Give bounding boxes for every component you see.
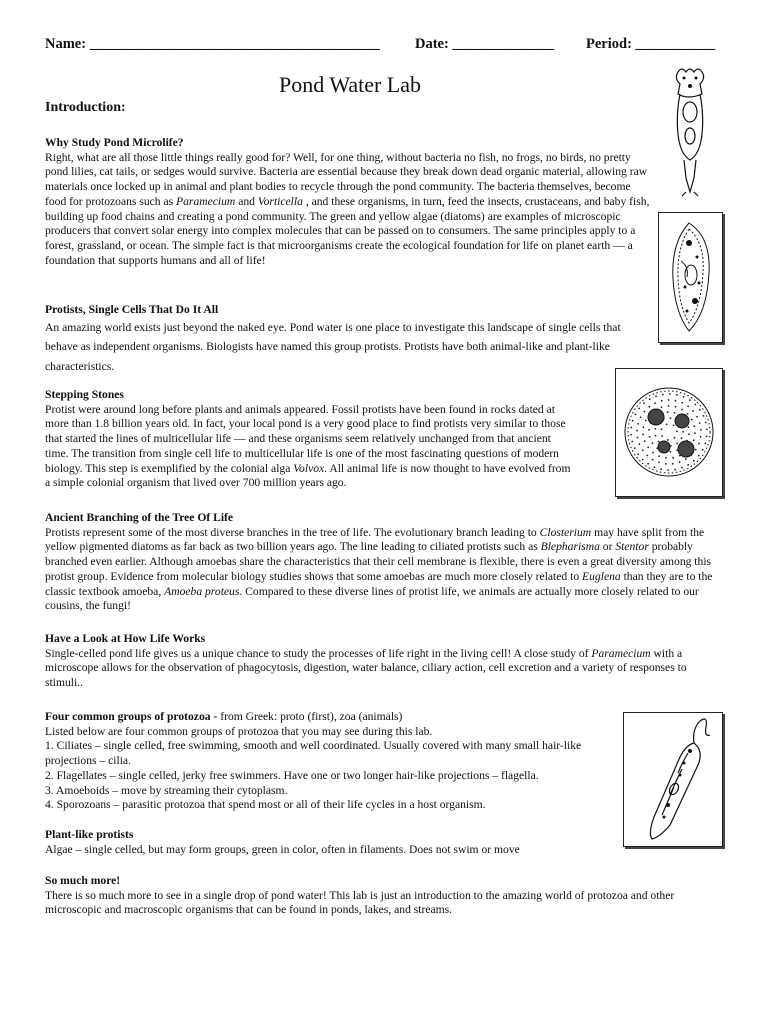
volvox-cell [642, 449, 644, 451]
volvox-cell [665, 457, 667, 459]
volvox-cell [675, 400, 677, 402]
volvox-cell [649, 436, 651, 438]
volvox-cell [705, 422, 707, 424]
volvox-cell [637, 453, 639, 455]
volvox-cell [693, 425, 695, 427]
section-protists [45, 303, 645, 376]
volvox-cell [670, 417, 672, 419]
section-heading: Stepping Stones [45, 388, 124, 401]
volvox-cell [658, 455, 660, 457]
volvox-cell [673, 425, 675, 427]
section-paragraph: Right, what are all those little things really good for? Well, for one thing, without bacteria no fish, no frogs, no birds, no pretty pond lilies, cat tails, or sedges would survive. Bacteria are essential because they break down dead organic material, allowing raw materials once locked up in animal and plant bodies to recycle through the pond community. The bacteria themselves, become food for protozoans such as Paramecium and Vorticella , and these organisms, in turn, feed the insects, crustaceans, and baby fish, building up food chains and creating a pond community. The green and yellow algae (diatoms) are examples of microscopic producers that convert solar energy into complex molecules that can be passed on to consumers. The same principles apply to a forest, grassland, or ocean. The simple fact is that microorganisms create the ecological foundation for life on planet earth — a foundation that supports humans and all of life! [45, 150, 650, 267]
volvox-cell [682, 431, 684, 433]
date-field[interactable]: Date: ______________ [415, 36, 554, 52]
volvox-cell [698, 455, 700, 457]
volvox-cell [648, 406, 650, 408]
volvox-cell [668, 399, 670, 401]
section-paragraph: There is so much more to see in a single drop of pond water! This lab is just an introduction to the amazing world of protozoa and other microscopic and macroscopic organisms that can be found in ponds, lakes, and streams. [45, 888, 675, 917]
volvox-cell [648, 429, 650, 431]
volvox-cell [642, 433, 644, 435]
volvox-cell [649, 398, 651, 400]
volvox-cell [676, 431, 678, 433]
section-heading: Protists, Single Cells That Do It All [45, 303, 219, 316]
rotifer-illustration [660, 62, 720, 198]
list-item: 2. Flagellates – single celled, jerky free swimmers. Have one or two longer hair-like projections – flagella. [45, 768, 539, 782]
volvox-cell [674, 437, 676, 439]
volvox-cell [667, 439, 669, 441]
section-heading: Four common groups of protozoa - from Greek: proto (first), zoa (animals) [45, 710, 403, 723]
volvox-cell [642, 459, 644, 461]
section-intro: Listed below are four common groups of protozoa that you may see during this lab. [45, 724, 433, 738]
volvox-cell [661, 406, 663, 408]
volvox-cell [685, 458, 687, 460]
volvox-cell [672, 457, 674, 459]
volvox-cell [681, 467, 683, 469]
volvox-cell [643, 402, 645, 404]
volvox-cell [674, 412, 676, 414]
volvox-cell [688, 433, 690, 435]
section-have-a-look [45, 632, 720, 691]
volvox-cell [683, 396, 685, 398]
volvox-cell [660, 468, 662, 470]
section-heading: Ancient Branching of the Tree Of Life [45, 511, 234, 524]
volvox-cell [636, 430, 638, 432]
volvox-cell [647, 447, 649, 449]
volvox-cell [645, 420, 647, 422]
volvox-cell [665, 463, 667, 465]
volvox-cell [667, 469, 669, 471]
page-title: Pond Water Lab [278, 72, 421, 97]
euglena-icon [624, 713, 722, 846]
section-paragraph: Algae – single celled, but may form groups, green in color, often in filaments. Does not swim or move [45, 842, 520, 856]
volvox-cell [632, 420, 634, 422]
list-item: 4. Sporozoans – parasitic protozoa that spend most or all of their life cycles in a host organism. [45, 798, 486, 812]
volvox-cell [700, 436, 702, 438]
volvox-cell [689, 399, 691, 401]
volvox-cell [700, 429, 702, 431]
volvox-cell [630, 427, 632, 429]
list-item: 3. Amoeboids – move by streaming their cytoplasm. [45, 783, 288, 797]
volvox-cell [640, 416, 642, 418]
volvox-cell [687, 413, 689, 415]
section-heading: Plant-like protists [45, 828, 134, 841]
section-heading: So much more! [45, 874, 121, 887]
volvox-cell [669, 393, 671, 395]
volvox-cell [679, 461, 681, 463]
rotifer-icon [660, 62, 720, 198]
volvox-cell [702, 449, 704, 451]
volvox-cell [687, 405, 689, 407]
section-stepping-stones [45, 388, 575, 491]
volvox-cell [699, 422, 701, 424]
volvox-cell [661, 400, 663, 402]
volvox-cell [631, 441, 633, 443]
name-field[interactable]: Name: ________________________________________ [45, 36, 380, 52]
volvox-cell [667, 411, 669, 413]
section-paragraph: Single-celled pond life gives us a unique chance to study the processes of life right in the living cell! A close study of Paramecium with a microscope allows for the observation of phagocytosis, digestion, water balance, ciliary action, cell excretion and a variety of responses to stimuli.. [45, 646, 687, 690]
section-why-study [45, 136, 653, 268]
section-paragraph: An amazing world exists just beyond the naked eye. Pond water is one place to investigate this landscape of single cells that behave as independent organisms. Biologists have named this group protists. Protists have both animal-like and plant-like characteristics. [45, 320, 621, 373]
volvox-cell [630, 434, 632, 436]
volvox-cell [706, 429, 708, 431]
volvox-cell [639, 443, 641, 445]
volvox-cell [637, 423, 639, 425]
volvox-cell [695, 449, 697, 451]
volvox-cell [634, 447, 636, 449]
volvox-cell [661, 435, 663, 437]
volvox-cell [644, 411, 646, 413]
volvox-cell [704, 442, 706, 444]
volvox-cell [652, 442, 654, 444]
volvox-cell [694, 404, 696, 406]
section-four-groups [45, 710, 610, 813]
volvox-cell [670, 451, 672, 453]
section-so-much-more [45, 874, 725, 918]
volvox-cell [692, 410, 694, 412]
volvox-cell [699, 409, 701, 411]
section-heading: Why Study Pond Microlife? [45, 136, 184, 149]
volvox-cell [706, 436, 708, 438]
volvox-cell [696, 416, 698, 418]
volvox-cell [658, 462, 660, 464]
volvox-cell [635, 413, 637, 415]
volvox-cell [676, 394, 678, 396]
volvox-cell [654, 466, 656, 468]
protozoa-list [45, 739, 610, 813]
volvox-cell [681, 437, 683, 439]
volvox-cell [652, 459, 654, 461]
volvox-cell [693, 460, 695, 462]
introduction-heading: Introduction: [45, 100, 126, 115]
period-field[interactable]: Period: ___________ [586, 36, 716, 52]
volvox-cell [643, 426, 645, 428]
volvox-cell [681, 409, 683, 411]
volvox-cell [655, 428, 657, 430]
volvox-cell [654, 402, 656, 404]
volvox-cell [655, 395, 657, 397]
volvox-cell [668, 405, 670, 407]
volvox-icon [616, 369, 722, 496]
volvox-cell [694, 432, 696, 434]
volvox-cell [644, 440, 646, 442]
volvox-cell [688, 426, 690, 428]
volvox-cell [698, 443, 700, 445]
volvox-cell [652, 452, 654, 454]
volvox-cell [638, 408, 640, 410]
volvox-cell [655, 435, 657, 437]
volvox-cell [703, 415, 705, 417]
volvox-cell [661, 428, 663, 430]
volvox-cell [637, 437, 639, 439]
section-paragraph: Protists represent some of the most diverse branches in the tree of life. The evolutionary branch leading to Closterium may have split from the yellow pigmented diatoms as far back as two billion years ago. The line leading to ciliated protists such as Blepharisma or Stentor probably branched even earlier. Although amoebas share the characteristics that their cell membrane is flexible, there is even a great diversity among this protist group. Evidence from molecular biology studies shows that some amoebas are much more closely related to Euglena than they are to the classic textbook amoeba, Amoeba proteus. Compared to these diverse lines of protist life, we animals are actually more closely related to our cousins, the fungi! [45, 525, 713, 613]
volvox-cell [647, 463, 649, 465]
volvox-cell [658, 441, 660, 443]
volvox-cell [693, 439, 695, 441]
volvox-cell [687, 464, 689, 466]
volvox-cell [672, 463, 674, 465]
volvox-cell [674, 469, 676, 471]
volvox-cell [675, 406, 677, 408]
volvox-cell [646, 455, 648, 457]
volvox-cell [681, 402, 683, 404]
euglena-illustration [623, 712, 723, 847]
volvox-cell [676, 443, 678, 445]
volvox-cell [662, 394, 664, 396]
volvox-cell [666, 424, 668, 426]
list-item: 1. Ciliates – single celled, free swimming, smooth and well coordinated. Usually covered with many small hair-like projections – cilia. [45, 739, 582, 768]
student-header [45, 36, 722, 56]
paramecium-icon [659, 213, 722, 342]
volvox-cell [691, 419, 693, 421]
paramecium-illustration [658, 212, 723, 343]
section-heading: Have a Look at How Life Works [45, 632, 206, 645]
section-plant-like [45, 828, 715, 857]
section-ancient-branching [45, 511, 720, 614]
volvox-illustration [615, 368, 723, 497]
section-paragraph: Protist were around long before plants and animals appeared. Fossil protists have been found in rocks dated at more than 1.8 billion years old. In fact, your local pond is a very good place to find protists very similar to those that started the lines of multicellular life — and these organisms seem relatively unchanged from that ancient time. The transition from single cell life to multicellular life is one of the most fascinating questions of modern biology. This step is exemplified by the colonial alga Volvox. All animal life is now thought to have evolved from a simple colonial organism that lived over 700 million years ago. [45, 402, 571, 490]
